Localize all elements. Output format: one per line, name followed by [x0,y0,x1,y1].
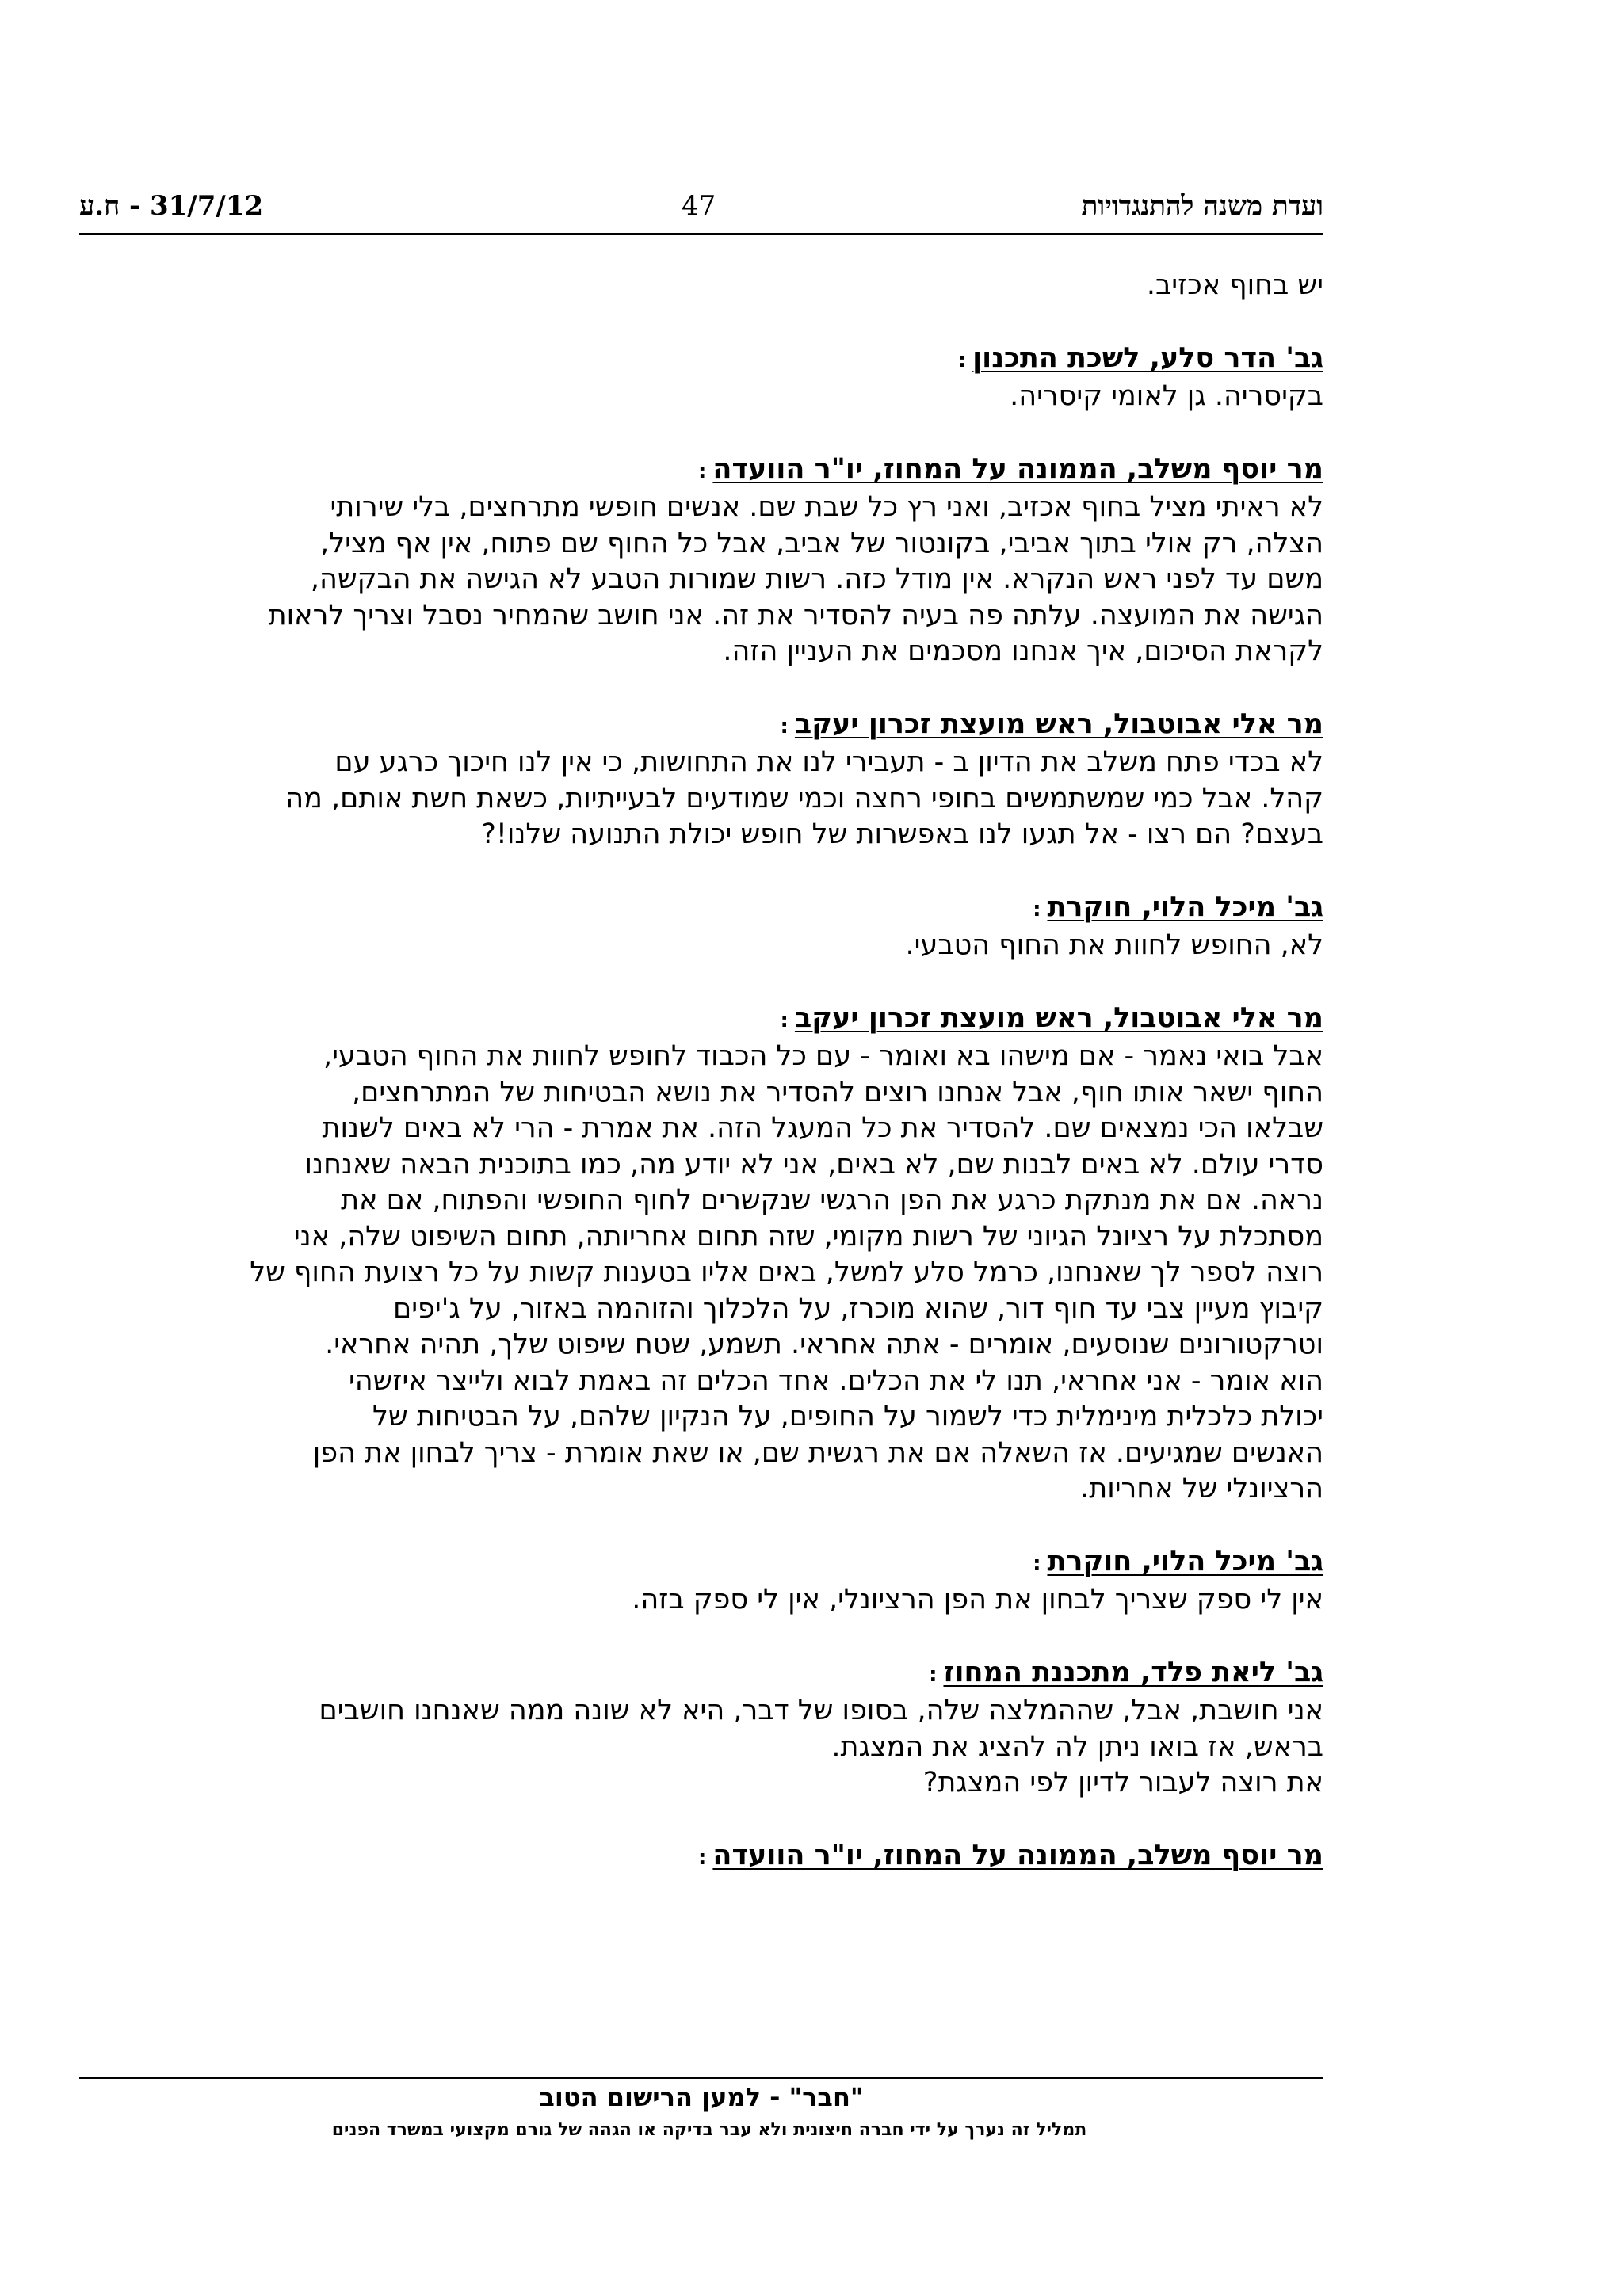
speaker-heading [79,1838,1323,1877]
speech-line: סדרי עולם. לא באים לבנות שם, לא באים, אני לא יודע מה, כמו בתוכנית הבאה שאנחנו [304,1148,1323,1180]
speech-line: בקיסריה. גן לאומי קיסריה. [1010,380,1323,412]
speech-paragraph [79,1039,1323,1508]
paragraph-gap [79,853,1323,890]
speech-line: לא, החופש לחוות את החוף הטבעי. [905,929,1323,961]
footer-title: "חבר" - למען הרישום הטוב [539,2082,864,2112]
speech-line: אני חושבת, אבל, שההמלצה שלה, בסופו של דבר, היא לא שונה ממה שאנחנו חושבים [319,1695,1323,1726]
speech-paragraph [79,379,1323,415]
speech-line: יכולת כלכלית מינימלית כדי לשמור על החופים, על הנקיון שלהם, על הבטיחות של [372,1401,1323,1432]
speech-line: החוף ישאר אותו חוף, אבל אנחנו רוצים להסדיר את נושא הבטיחות של המתרחצים, [351,1076,1323,1108]
speaker-name: מר יוסף משלב, הממונה על המחוז, יו"ר הוועדה [712,452,1323,485]
speaker-colon: : [1033,1551,1041,1576]
speech-line: הוא אומר - אני אחראי, תנו לי את הכלים. אחד הכלים זה באמת לבוא ולייצר איזשהי [348,1364,1323,1397]
page-number: 47 [682,190,716,222]
paragraph-gap [79,964,1323,1001]
paragraph-gap [79,1802,1323,1838]
paragraph-gap [79,670,1323,707]
paragraph-gap [79,1508,1323,1544]
speaker-name: גב' ליאת פלד, מתכננת המחוז [943,1656,1323,1688]
header-date: 31/7/12 - ח.ע [79,190,264,222]
transcript-body [79,268,1323,1876]
paragraph-gap [79,304,1323,341]
speech-paragraph [79,1582,1323,1619]
speech-paragraph [79,268,1323,304]
speech-line: את רוצה לעבור לדיון לפי המצגת? [922,1767,1323,1798]
speaker-heading [79,452,1323,490]
speaker-colon: : [1033,897,1041,921]
speech-paragraph [79,490,1323,670]
speaker-name: גב' מיכל הלוי, חוקרת [1047,891,1323,923]
committee-title: ועדת משנה להתנגדויות [1081,190,1323,222]
speaker-name: גב' הדר סלע, לשכת התכנון [972,341,1323,374]
speech-line: אבל בואי נאמר - אם מישהו בא ואומר - עם כל הכבוד לחופש לחוות את החוף הטבעי, [323,1040,1323,1072]
speaker-heading [79,1001,1323,1039]
speech-line: לא בכדי פתח משלב את הדיון ב - תעבירי לנו את התחושות, כי אין לנו חיכוך כרגע עם [334,746,1323,778]
footer-disclaimer: תמליל זה נערך על ידי חברה חיצונית ולא עבר בדיקה או הגהה של גורם מקצועי במשרד הפנים [331,2120,1087,2140]
speech-line: קיבוץ מעיין צבי עד חוף דור, שהוא מוכרז, על הלכלוך והזוהמה באזור, על ג'יפים [393,1292,1323,1325]
speaker-name: גב' מיכל הלוי, חוקרת [1047,1545,1323,1577]
speaker-heading [79,1544,1323,1583]
speaker-colon: : [780,1008,789,1032]
speech-line: בעצם? הם רצו - אל תגעו לנו באפשרות של חופש יכולת התנועה שלנו!? [481,818,1323,850]
speaker-heading [79,1655,1323,1694]
page-header [79,190,1323,235]
speaker-heading [79,890,1323,929]
speech-line: רוצה לספר לך שאנחנו, כרמל סלע למשל, באים אליו בטענות קשות על כל רצועת החוף של [250,1257,1323,1288]
speech-paragraph [79,928,1323,964]
speech-line: הרציונלי של אחריות. [1080,1473,1323,1505]
speaker-name: מר אלי אבוטבול, ראש מועצת זכרון יעקב [794,707,1323,740]
speaker-colon: : [957,348,967,372]
speech-line: שבלאו הכי נמצאים שם. להסדיר את כל המעגל הזה. את אמרת - הרי לא באים לשנות [322,1112,1323,1144]
speech-line: לקראת הסיכום, איך אנחנו מסכמים את העניין הזה. [723,635,1323,667]
speaker-colon: : [929,1662,938,1687]
speech-paragraph [79,745,1323,853]
speaker-name: מר אלי אבוטבול, ראש מועצת זכרון יעקב [794,1001,1323,1034]
speaker-heading [79,341,1323,379]
speech-line: וטרקטורונים שנוסעים, אומרים - אתה אחראי. תשמע, שטח שיפוט שלך, תהיה אחראי. [325,1329,1323,1360]
speaker-colon: : [698,459,707,483]
document-page [79,0,1323,2296]
speaker-heading [79,707,1323,746]
speaker-colon: : [698,1845,707,1870]
speech-line: נראה. אם את מנתקת כרגע את הפן הרגשי שנקשרים לחוף החופשי והפתוח, אם את [341,1184,1323,1216]
speech-line: הצלה, רק אולי בתוך אביבי, בקונטור של אביב, אבל כל החוף שם פתוח, אין אף מציל, [320,527,1323,559]
speaker-colon: : [780,714,789,738]
paragraph-gap [79,1619,1323,1655]
speech-line: יש בחוף אכזיב. [1146,269,1323,301]
speech-line: בראש, אז בואו ניתן לה להציג את המצגת. [831,1730,1323,1763]
speech-line: קהל. אבל כמי שמשתמשים בחופי רחצה וכמי שמודעים לבעייתיות, כשאת חשת אותם, מה [285,782,1323,814]
speech-line: אין לי ספק שצריך לבחון את הפן הרציונלי, אין לי ספק בזה. [632,1584,1323,1615]
speech-line: האנשים שמגיעים. אז השאלה אם את רגשית שם, או שאת אומרת - צריך לבחון את הפן [312,1436,1323,1469]
paragraph-gap [79,415,1323,452]
speaker-name: מר יוסף משלב, הממונה על המחוז, יו"ר הוועדה [712,1839,1323,1871]
footer-divider [79,2077,1323,2079]
speech-line: מסתכלת על רציונל הגיוני של רשות מקומי, שזה תחום אחריותה, תחום השיפוט שלה, אני [293,1220,1323,1253]
speech-line: הגישה את המועצה. עלתה פה בעיה להסדיר את זה. אני חושב שהמחיר נסבל וצריך לראות [268,599,1323,631]
speech-line: לא ראיתי מציל בחוף אכזיב, ואני רץ כל שבת שם. אנשים חופשי מתרחצים, בלי שירותי [330,491,1323,523]
speech-paragraph [79,1693,1323,1802]
speech-line: משם עד לפני ראש הנקרא. אין מודל כזה. רשות שמורות הטבע לא הגישה את הבקשה, [310,563,1323,595]
